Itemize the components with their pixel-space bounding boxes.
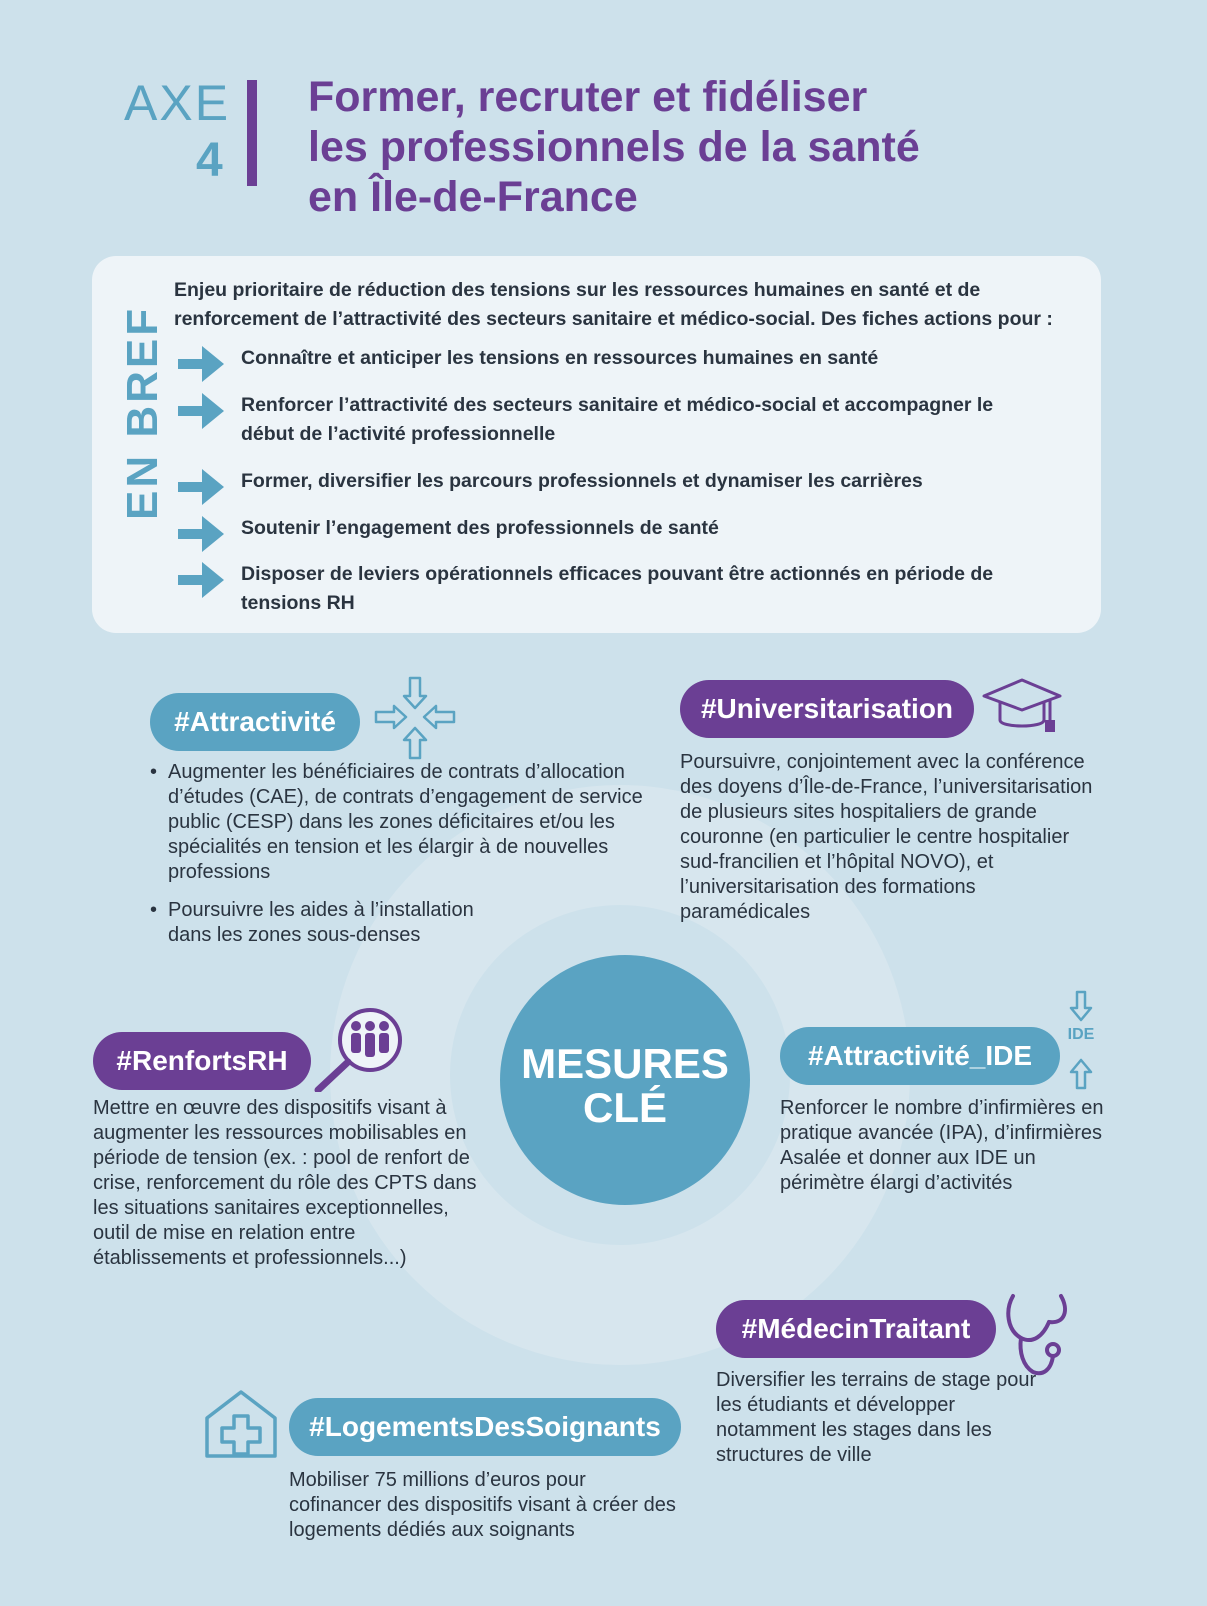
en-bref-item-text: Disposer de leviers opérationnels efficaces pouvant être actionnés en période de tensions RH (241, 563, 994, 614)
tag-renforts-rh: #RenfortsRH (93, 1032, 311, 1090)
ide-icon-label: IDE (1067, 1026, 1095, 1043)
attractivite-bullet-text: Augmenter les bénéficiaires de contrats d’allocation d’études (CAE), de contrats d’engagement de service public (CESP) dans les zones déficitaires et/ou les spécialités en tension et les élargir à de nouvelles professions (168, 761, 643, 883)
arrow-right-icon (178, 344, 224, 384)
title-line-3: en Île-de-France (308, 173, 638, 221)
tag-attractivite-ide: #Attractivité_IDE (780, 1027, 1060, 1085)
axe-number: 4 (196, 134, 223, 187)
tag-medecin-traitant: #MédecinTraitant (716, 1300, 996, 1358)
arrow-right-icon (178, 391, 224, 431)
center-label-line-2: CLÉ (583, 1084, 667, 1131)
attractivite-ide-text: Renforcer le nombre d’infirmières en pratique avancée (IPA), d’infirmières Asalée et donner aux IDE un périmètre élargi d’activités (780, 1097, 1104, 1194)
compress-arrows-icon (374, 676, 456, 760)
medecin-traitant-text: Diversifier les terrains de stage pour les étudiants et développer notamment les stages dans les structures de ville (716, 1369, 1037, 1466)
center-label-line-1: MESURES (521, 1040, 729, 1087)
center-label (500, 1042, 750, 1130)
en-bref-intro: Enjeu prioritaire de réduction des tensions sur les ressources humaines en santé et de renforcement de l’attractivité des secteurs sanitaire et médico-social. Des fiches actions pour : (174, 279, 1053, 330)
tag-attractivite: #Attractivité (150, 693, 360, 751)
title-divider (247, 80, 257, 186)
tag-universitarisation: #Universitarisation (680, 680, 974, 738)
title-line-2: les professionnels de la santé (308, 123, 920, 171)
house-cross-icon (203, 1388, 279, 1460)
logements-text: Mobiliser 75 millions d’euros pour cofinancer des dispositifs visant à créer des logements dédiés aux soignants (289, 1469, 676, 1541)
arrow-right-icon (178, 560, 224, 600)
en-bref-item-text: Soutenir l’engagement des professionnels de santé (241, 517, 719, 539)
arrow-right-icon (178, 514, 224, 554)
en-bref-item-text: Connaître et anticiper les tensions en ressources humaines en santé (241, 347, 879, 369)
ide-arrows-icon (1063, 990, 1099, 1090)
magnifier-people-icon (312, 1006, 408, 1092)
graduation-cap-icon (982, 676, 1062, 736)
page-title (308, 72, 1068, 222)
renforts-rh-text: Mettre en œuvre des dispositifs visant à augmenter les ressources mobilisables en période de tension (ex. : pool de renfort de crise, renforcement du rôle des CPTS dans les situations sanitaires exceptionnelles, outil de mise en relation entre établissements et professionnels...) (93, 1097, 477, 1269)
en-bref-item-text: Former, diversifier les parcours professionnels et dynamiser les carrières (241, 470, 923, 492)
axe-label: AXE (124, 75, 231, 131)
en-bref-item-text: Renforcer l’attractivité des secteurs sanitaire et médico-social et accompagner le début de l’activité professionnelle (241, 394, 994, 445)
title-line-1: Former, recruter et fidéliser (308, 73, 868, 121)
attractivite-bullet-text: Poursuivre les aides à l’installation dans les zones sous-denses (168, 899, 474, 946)
arrow-right-icon (178, 467, 224, 507)
universitarisation-text: Poursuivre, conjointement avec la conférence des doyens d’Île-de-France, l’universitarisation de plusieurs sites hospitaliers de grande couronne (en particulier le centre hospitalier sud-francilien et l’hôpital NOVO), et l’universitarisation des formations paramédicales (680, 751, 1093, 923)
en-bref-label: EN BREF (118, 305, 167, 520)
tag-logements-des-soignants: #LogementsDesSoignants (289, 1398, 681, 1456)
